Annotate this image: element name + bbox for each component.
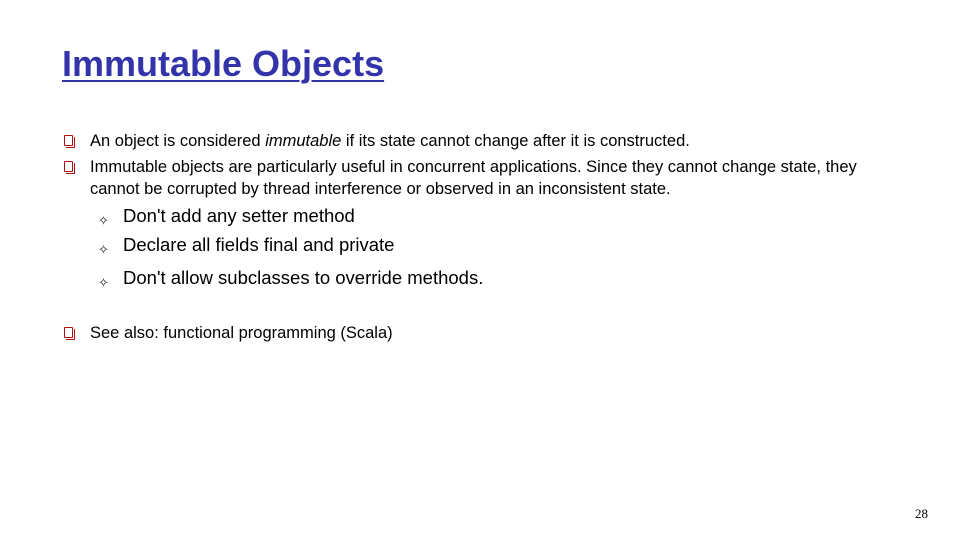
bullet-text-emphasis: immutable [265,132,342,150]
box-bullet-icon [64,135,73,146]
diamond-bullet-icon: ✧ [98,242,109,257]
sub-bullet-text: Don't add any setter method [123,205,355,226]
diamond-bullet-icon: ✧ [98,213,109,228]
page-number: 28 [915,506,928,521]
sub-bullet-text: Don't allow subclasses to override methods. [123,267,484,288]
slide-title: Immutable Objects [62,43,385,84]
diamond-bullet-icon: ✧ [98,275,109,290]
box-bullet-icon [64,327,73,338]
sub-bullet-text: Declare all fields final and private [123,234,395,255]
bullet-text-post: if its state cannot change after it is constructed. [341,132,690,150]
bullet-text-pre: An object is considered [90,132,266,150]
bullet-text: See also: functional programming (Scala) [90,324,393,342]
bullet-text: Immutable objects are particularly useful in concurrent applications. Since they cannot change state, they cannot be corrupted by thread interference or observed in an inconsistent state. [90,158,857,198]
box-bullet-icon [64,161,73,172]
bullet-text [90,130,860,152]
